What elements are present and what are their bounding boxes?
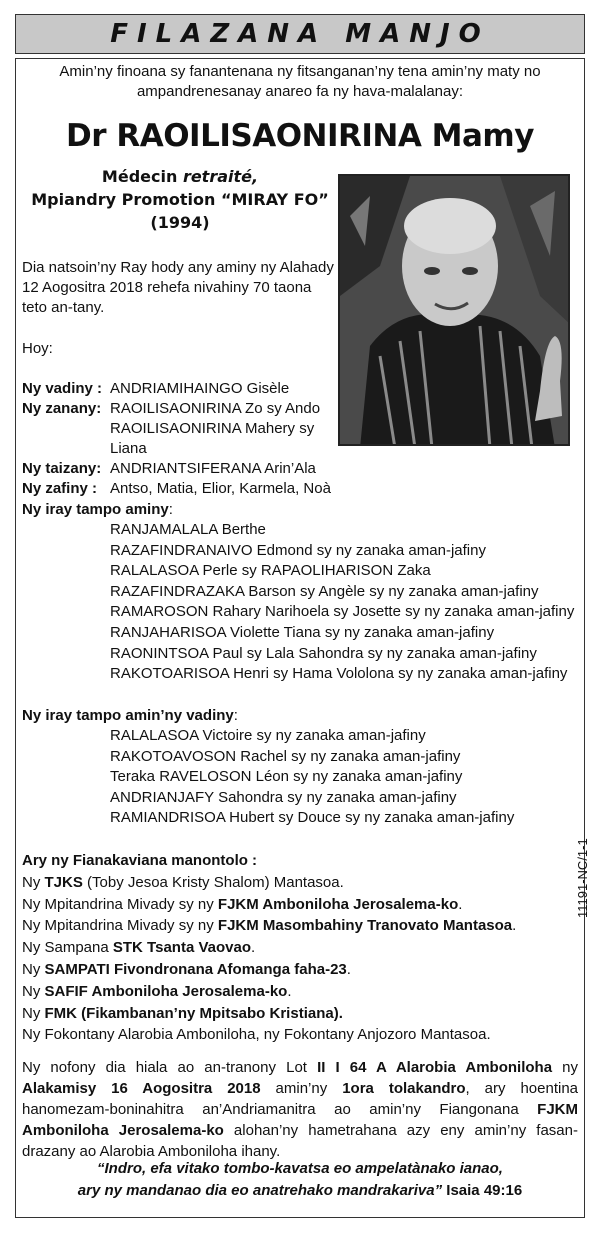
burial-text: amin’ny [260,1080,343,1097]
burial-text: Ny nofony dia hiala ao an-tranony Lot [22,1059,318,1076]
line-text: Ny [22,873,45,891]
line-bold: SAFIF Amboniloha Jerosalema-ko [44,982,288,1000]
list-item: RANJAMALALA Berthe [110,521,266,538]
church-section [22,850,542,1046]
burial-text: alohan’ny hametrahana azy eny amin’ny fasan-drazany ao Alarobia Amboniloha ihany. [22,1122,578,1160]
burial-time: 1ora tolakandro [342,1080,466,1097]
church-line [22,937,542,959]
church-line [22,915,542,937]
death-notice: Dia natsoin’ny Ray hody any aminy ny Alahady 12 Aogositra 2018 rehefa nivahiny 70 taona teto an-tany. [22,259,334,316]
line-text: . [287,982,292,1000]
quote-line: “Indro, efa vitako tombo-kavatsa eo ampelatànako ianao, [97,1160,503,1177]
siblings-list [110,520,574,685]
burial-church: FJKM Amboniloha Jerosalema-ko [22,1101,578,1139]
line-bold: TJKS [44,873,83,891]
family-value: Antso, Matia, Elior, Karmela, Noà [110,480,331,497]
reference-code: 11191-NC/1-1 [575,838,590,918]
family-row [22,479,342,499]
line-text: . [251,939,256,957]
family-value: RAOILISAONIRINA Zo sy Ando [110,400,321,417]
burial-address: II I 64 A Alarobia Amboniloha [317,1059,553,1076]
spouse-siblings-list [110,726,514,829]
hoy-label: Hoy: [22,340,53,357]
family-value: ANDRIANTSIFERANA Arin’Ala [110,460,316,477]
family-row [22,419,342,459]
header-banner [15,14,585,54]
line-text: Ny Mpitandrina Mivady sy ny [22,917,218,935]
line-bold: STK Tsanta Vaovao [112,939,251,957]
list-item: RAONINTSOA Paul sy Lala Sahondra sy ny zanaka aman-jafiny [110,644,537,662]
family-label: Ny vadiny : [22,380,103,397]
profession-status: retraité, [182,167,259,186]
intro-text: Amin’ny finoana sy fanantenana ny fitsanganan’ny tena amin’ny maty no ampandrenesanay anareo fa ny hava-malalanay: [59,63,541,100]
spouse-siblings-heading-text: Ny iray tampo amin’ny vadiny [22,707,234,724]
line-text: Ny [22,1004,45,1022]
list-item: ANDRIANJAFY Sahondra sy ny zanaka aman-jafiny [110,788,457,806]
line-text: Ny [22,982,45,1000]
line-bold: FMK (Fikambanan’ny Mpitsabo Kristiana). [44,1004,343,1022]
profession-line [20,165,340,188]
family-row [22,459,342,479]
list-item: RANJAHARISOA Violette Tiana sy ny zanaka aman-jafiny [110,623,495,641]
line-text: . [512,917,517,935]
burial-date: Alakamisy 16 Aogositra 2018 [22,1080,261,1097]
family-row [22,399,342,419]
church-heading: Ary ny Fianakaviana manontolo : [22,852,258,869]
line-bold: FJKM Masombahiny Tranovato Mantasoa [217,917,513,935]
portrait-illustration [340,176,570,446]
family-row [22,379,342,399]
church-line [22,872,542,894]
spouse-siblings-colon: : [233,707,238,724]
burial-text: , ary hoentina hanomezam-boninahitra an’Andriamanitra ao amin’ny Fiangonana [22,1080,578,1118]
line-text: Ny [22,960,45,978]
list-item: RAKOTOARISOA Henri sy Hama Vololona sy ny zanaka aman-jafiny [110,665,568,683]
line-text: Ny Sampana [22,939,113,957]
family-value: ANDRIAMIHAINGO Gisèle [110,380,290,397]
burial-details [22,1057,578,1162]
deceased-name: Dr RAOILISAONIRINA Mamy [66,118,534,154]
church-line [22,981,542,1003]
line-bold: FJKM Amboniloha Jerosalema-ko [217,895,459,913]
church-line [22,1003,542,1025]
list-item: RAMIANDRISOA Hubert sy Douce sy ny zanaka aman-jafiny [110,809,515,827]
family-label: Ny zafiny : [22,480,98,497]
line-text: (Toby Jesoa Kristy Shalom) Mantasoa. [82,873,344,891]
header-title: FILAZANA MANJO [110,19,490,49]
family-label: Ny taizany: [22,460,102,477]
spouse-siblings-heading [22,706,238,726]
list-item: RAKOTOAVOSON Rachel sy ny zanaka aman-jafiny [110,747,461,765]
family-label: Ny zanany: [22,400,102,417]
church-line [22,1024,542,1046]
burial-text: ny [552,1059,579,1076]
list-item: RAZAFINDRAZAKA Barson sy Angèle sy ny zanaka aman-jafiny [110,582,539,600]
line-bold: SAMPATI Fivondronana Afomanga faha-23 [44,960,347,978]
line-text: Ny Mpitandrina Mivady sy ny [22,895,218,913]
promotion-line: Mpiandry Promotion “MIRAY FO” [31,190,329,209]
line-text: Ny Fokontany Alarobia Amboniloha, ny Fokontany Anjozoro Mantasoa. [22,1026,491,1044]
siblings-colon: : [168,501,173,518]
profession: Médecin [101,167,183,186]
siblings-heading [22,500,173,520]
line-text: . [458,895,463,913]
family-value: RAOILISAONIRINA Mahery sy Liana [110,420,315,457]
church-line [22,894,542,916]
church-line [22,959,542,981]
family-label [22,419,110,459]
list-item: RALALASOA Perle sy RAPAOLIHARISON Zaka [110,562,431,580]
list-item: RALALASOA Victoire sy ny zanaka aman-jafiny [110,727,426,744]
list-item: RAMAROSON Rahary Narihoela sy Josette sy ny zanaka aman-jafiny [110,603,575,621]
quote-reference: Isaia 49:16 [442,1182,523,1199]
promotion-year: (1994) [150,213,210,232]
list-item: RAZAFINDRANAIVO Edmond sy ny zanaka aman-jafiny [110,541,486,559]
line-text: . [346,960,351,978]
family-list [22,379,342,499]
siblings-heading-text: Ny iray tampo aminy [22,501,169,518]
bible-quote [20,1158,580,1202]
quote-line: ary ny mandanao dia eo anatrehako mandrakariva” [77,1182,443,1199]
list-item: Teraka RAVELOSON Léon sy ny zanaka aman-jafiny [110,768,463,786]
portrait-photo [338,174,570,446]
deceased-title [20,165,340,234]
